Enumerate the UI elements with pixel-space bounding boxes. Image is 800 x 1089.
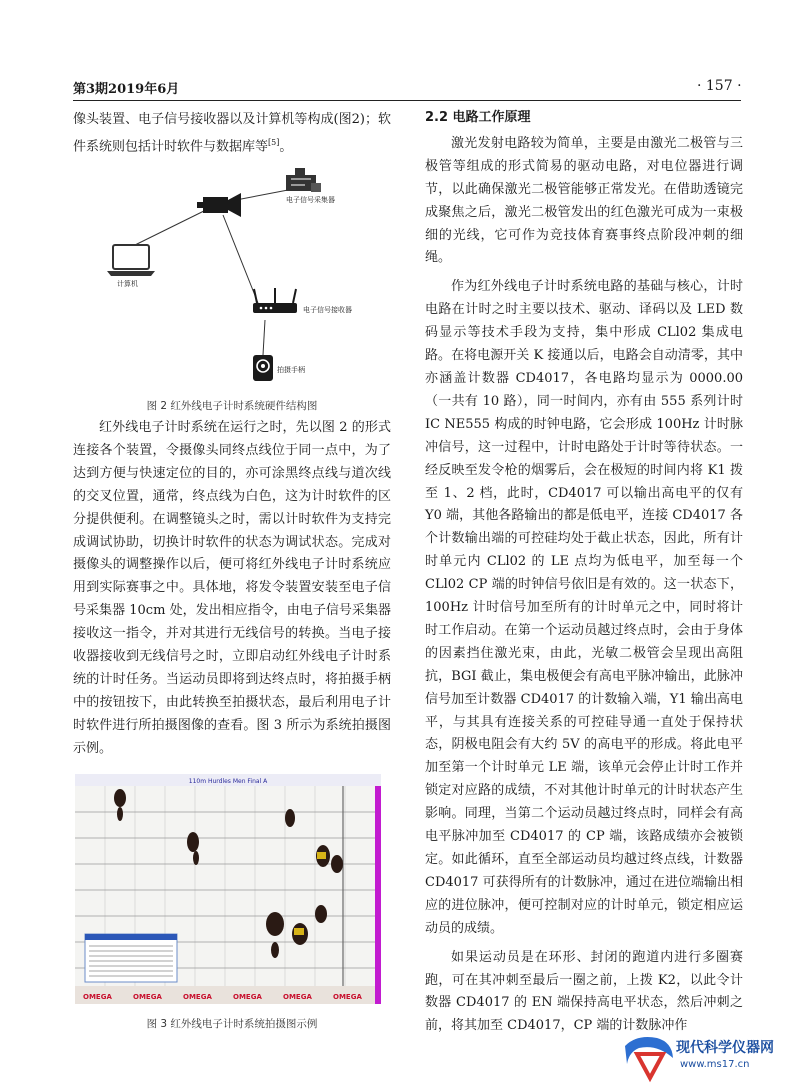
section-heading: 2.2 电路工作原理 bbox=[425, 110, 531, 125]
watermark-swoosh-icon bbox=[625, 1037, 673, 1064]
watermark-title: 现代科学仪器网 bbox=[676, 1040, 774, 1056]
hardware-structure-svg bbox=[73, 155, 391, 395]
collector-label: 电子信号采集器 bbox=[286, 196, 335, 204]
link-camera-receiver bbox=[223, 215, 258, 303]
link-receiver-handle bbox=[263, 320, 265, 355]
results-window bbox=[85, 934, 177, 982]
figure-2-caption: 图 2 红外线电子计时系统硬件结构图 bbox=[146, 400, 318, 412]
brand-text-2: OMEGA bbox=[133, 993, 162, 1001]
photo-banner-text: 110m Hurdles Men Final A bbox=[188, 778, 268, 785]
main-paragraph: 红外线电子计时系统在运行之时，先以图 2 的形式连接各个装置，令摄像头同终点线位于同一点中，为了达到方便与快速定位的目的，亦可涂黑终点线与道次线的交叉位置，通常，终点线为白色，这为计时软件的区分提供便利。在调整镜头之时，需以计时软件为支持完成调试协助，切换计时软件的状态为调试状态。完成对摄像头的调整操作以后，便可将红外线电子计时系统应用到实际赛事之中。具体地，将发令装置安装至电子信号采集器 10cm 处，发出相应指令，由电子信号采集器接收这一指令，并对其进行无线信号的转换。当电子接收器接收到无线信号之时，立即启动红外线电子计时系统的计时任务。当运动员即将到达终点时，将拍摄手柄中的按钮按下，由此转换至拍摄状态，最后利用电子计时软件进行所拍摄图像的查看。图 3 所示为系统拍摄图示例。 bbox=[73, 420, 391, 756]
header-rule bbox=[73, 100, 741, 101]
intro-text: 像头装置、电子信号接收器以及计算机等构成(图2)；软件系统则包括计时软件与数据库等 bbox=[73, 112, 391, 155]
intro-paragraph bbox=[73, 109, 391, 159]
collector-icon bbox=[286, 168, 321, 192]
handle-label: 拍摄手柄 bbox=[277, 366, 305, 374]
computer-label: 计算机 bbox=[117, 280, 138, 288]
brand-text-6: OMEGA bbox=[333, 993, 362, 1001]
left-column-main bbox=[73, 417, 391, 761]
figure-3-caption: 图 3 红外线电子计时系统拍摄图示例 bbox=[146, 1018, 318, 1030]
watermark-url: www.ms17.cn bbox=[680, 1059, 750, 1070]
left-column-intro bbox=[73, 109, 391, 159]
link-camera-computer bbox=[135, 208, 210, 245]
figure-2-diagram bbox=[73, 155, 391, 395]
camera-icon bbox=[197, 193, 241, 217]
brand-text-5: OMEGA bbox=[283, 993, 312, 1001]
watermark-triangle-icon bbox=[637, 1054, 663, 1078]
page-number: · 157 · bbox=[697, 78, 742, 94]
link-camera-collector bbox=[236, 190, 288, 200]
laptop-icon bbox=[107, 245, 155, 276]
paragraph-timing-circuit: 作为红外线电子计时系统电路的基础与核心，计时电路在计时之时主要以技术、驱动、译码以及 LED 数码显示等技术手段为支持，集中形成 CLl02 集成电路。在将电源开关 K 接通以后，电路会自动清零，其中亦涵盖计数器 CD4017，各电路均显示为 0000.00（一共有 10 路），同一时间内，亦有由 555 系列计时 IC NE555 构成的时钟电路，它会形成 100Hz 计时脉冲信号，这一过程中，计时电路处于计时等待状态。一经反映至发令枪的烟雾后，会在极短的时间内将 K1 拨至 1、2 档，此时，CD4017 可以输出高电平的仅有 Y0 端，其他各路输出的都是低电平，连接 CD4017 各个计数输出端的可控硅均处于截止状态，因此，所有计时单元内 CLl02 的 LE 点均为低电平，加至每一个 CLl02 CP 端的时钟信号依旧是有效的。这一状态下，100Hz 计时信号加至所有的计时单元之中，同时将计时工作启动。在第一个运动员越过终点时，会由于身体的因素挡住激光束，由此，光敏二极管会呈现出高阻抗，BGI 截止，集电极便会有高电平脉冲输出，此脉冲信号加至计数器 CD4017 的计数输入端，Y1 输出高电平，与其具有连接关系的可控硅导通一直处于保持状态，阴极电阻会有大约 5V 的高电平的形成。将此电平加至第一个计时单元 LE 端，该单元会停止计时工作并锁定对应路的成绩，不对其他计时单元的计时状态产生影响。同理，当第二个运动员越过终点时，同样会有高电平脉冲加至 CD4017 的 CP 端，该路成绩亦会被锁定。如此循环，直至全部运动员均越过终点线，计数器 CD4017 可获得所有的计数脉冲，通过在进位端输出相应的进位脉冲，便可控制对应的计时单元，锁定相应运动员的成绩。 bbox=[425, 279, 743, 936]
intro-tail: 。 bbox=[279, 139, 293, 155]
brand-text-3: OMEGA bbox=[183, 993, 212, 1001]
paragraph-laser: 激光发射电路较为简单，主要是由激光二极管与三极管等组成的形式简易的驱动电路，对电位器进行调节，以此确保激光二极管能够正常发光。在借助透镜完成聚焦之后，激光二极管发出的红色激光可成为一束极细的光线，它可作为竞技体育赛事终点阶段冲刺的细绳。 bbox=[425, 135, 743, 266]
figure-3-photo-finish bbox=[75, 774, 381, 1004]
handle-icon bbox=[253, 355, 273, 381]
paragraph-multilap: 如果运动员是在环形、封闭的跑道内进行多圈赛跑，可在其冲刺至最后一圈之前，上拨 K2，以此令计数器 CD4017 的 EN 端保持高电平状态，然后冲刺之前，将其加至 CD4017，CP 端的计数脉冲作 bbox=[425, 949, 743, 1034]
issue-date: 第3期2019年6月 bbox=[73, 82, 180, 97]
router-icon bbox=[253, 288, 297, 313]
receiver-label: 电子信号接收器 bbox=[303, 306, 352, 314]
photo-finish-svg bbox=[75, 774, 381, 1004]
citation-ref: [5] bbox=[268, 137, 280, 147]
photo-edge-bar bbox=[375, 786, 381, 1004]
brand-text-1: OMEGA bbox=[83, 993, 112, 1001]
brand-text-4: OMEGA bbox=[233, 993, 262, 1001]
right-column bbox=[425, 107, 743, 1038]
